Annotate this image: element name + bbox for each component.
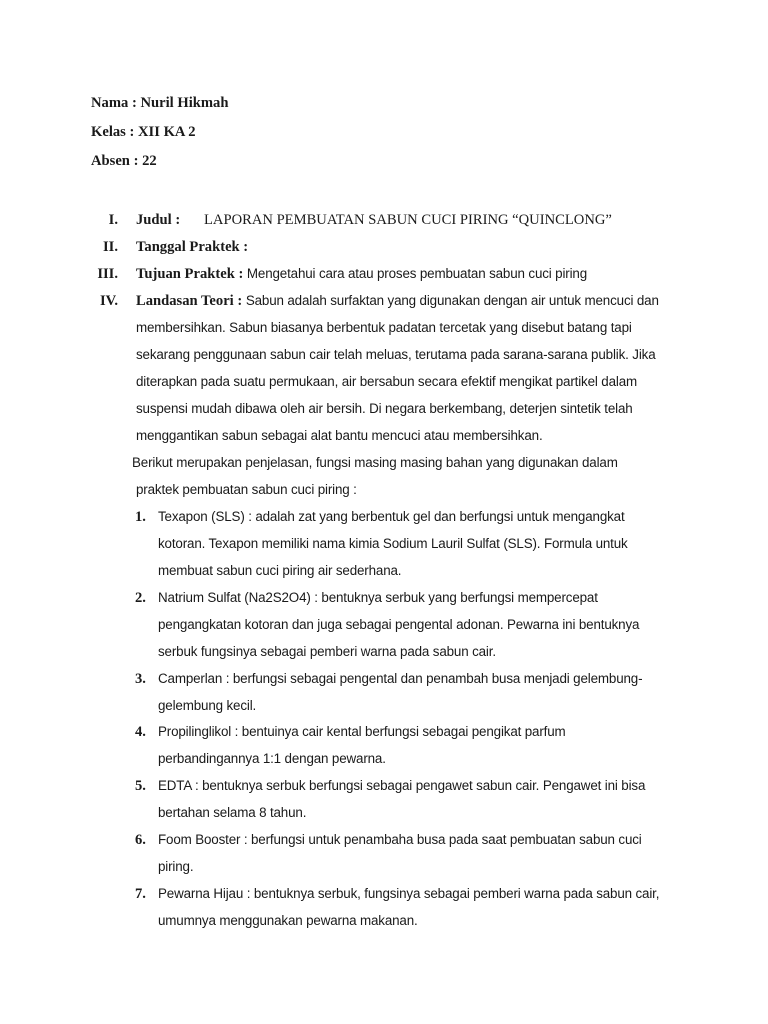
material-line: Propilinglikol : bentuinya cair kental berfungsi sebagai pengikat parfum xyxy=(158,724,566,739)
section-judul xyxy=(136,212,180,229)
tujuan-label: Tujuan Praktek : xyxy=(136,266,244,282)
material-line: bertahan selama 8 tahun. xyxy=(158,805,307,820)
material-line: Texapon (SLS) : adalah zat yang berbentuk gel dan berfungsi untuk mengangkat xyxy=(158,509,625,524)
material-line: serbuk fungsinya sebagai pemberi warna pada sabun cair. xyxy=(158,644,496,659)
tujuan-text: Mengetahui cara atau proses pembuatan sabun cuci piring xyxy=(243,266,588,281)
material-number: 4. xyxy=(135,724,146,740)
material-number: 1. xyxy=(135,509,146,525)
landasan-line: sekarang penggunaan sabun cair telah meluas, terutama pada sarana-sarana publik. Jika xyxy=(136,347,656,362)
judul-label: Judul : xyxy=(136,212,181,228)
material-number: 6. xyxy=(135,832,146,848)
student-number: Absen : 22 xyxy=(91,153,157,169)
material-line: Natrium Sulfat (Na2S2O4) : bentuknya serbuk yang berfungsi mempercepat xyxy=(158,590,598,605)
judul-title: LAPORAN PEMBUATAN SABUN CUCI PIRING “QUINCLONG” xyxy=(204,212,612,228)
landasan-label: Landasan Teori : xyxy=(136,293,243,309)
material-line: kotoran. Texapon memiliki nama kimia Sodium Lauril Sulfat (SLS). Formula untuk xyxy=(158,536,628,551)
material-line: Foom Booster : berfungsi untuk penambaha busa pada saat pembuatan sabun cuci xyxy=(158,832,642,847)
section-numeral-4: IV. xyxy=(100,293,118,309)
student-class: Kelas : XII KA 2 xyxy=(91,124,196,140)
landasan-line: menggantikan sabun sebagai alat bantu mencuci atau membersihkan. xyxy=(136,428,543,443)
material-line: EDTA : bentuknya serbuk berfungsi sebagai pengawet sabun cair. Pengawet ini bisa xyxy=(158,778,646,793)
material-line: piring. xyxy=(158,859,194,874)
landasan-line: suspensi mudah dibawa oleh air bersih. Di negara berkembang, deterjen sintetik telah xyxy=(136,401,633,416)
material-line: Camperlan : berfungsi sebagai pengental dan penambah busa menjadi gelembung- xyxy=(158,671,643,686)
material-line: gelembung kecil. xyxy=(158,698,257,713)
material-line: umumnya menggunakan pewarna makanan. xyxy=(158,913,418,928)
material-number: 2. xyxy=(135,590,146,606)
landasan-line: diterapkan pada suatu permukaan, air bersabun secara efektif mengikat partikel dalam xyxy=(136,374,638,389)
section-numeral-3: III. xyxy=(97,266,118,282)
section-numeral-2: II. xyxy=(102,239,118,255)
landasan-line: praktek pembuatan sabun cuci piring : xyxy=(136,482,357,497)
section-tanggal xyxy=(136,239,248,256)
material-number: 5. xyxy=(135,778,146,794)
tanggal-label: Tanggal Praktek : xyxy=(136,239,249,255)
landasan-line: membersihkan. Sabun biasanya berbentuk padatan tercetak yang disebut batang tapi xyxy=(136,320,632,335)
section-landasan xyxy=(136,293,659,310)
material-line: perbandingannya 1:1 dengan pewarna. xyxy=(158,751,386,766)
section-numeral-1: I. xyxy=(108,212,118,228)
material-line: Pewarna Hijau : bentuknya serbuk, fungsinya sebagai pemberi warna pada sabun cair, xyxy=(158,886,660,901)
section-tujuan xyxy=(136,266,587,283)
material-number: 7. xyxy=(135,886,146,902)
landasan-text-first-line: Sabun adalah surfaktan yang digunakan dengan air untuk mencuci dan xyxy=(242,293,659,308)
student-name: Nama : Nuril Hikmah xyxy=(91,95,229,111)
material-line: pengangkatan kotoran dan juga sebagai pengental adonan. Pewarna ini bentuknya xyxy=(158,617,640,632)
landasan-line: Berikut merupakan penjelasan, fungsi masing masing bahan yang digunakan dalam xyxy=(132,455,618,470)
material-line: membuat sabun cuci piring air sederhana. xyxy=(158,563,402,578)
material-number: 3. xyxy=(135,671,146,687)
